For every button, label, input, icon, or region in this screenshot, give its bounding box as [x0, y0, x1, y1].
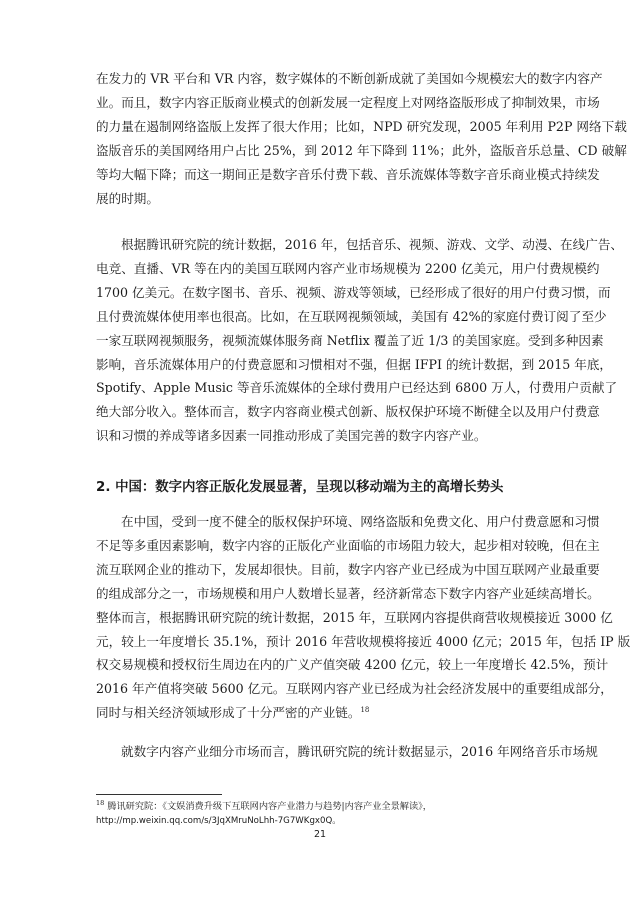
- text-line: 业。而且，数字内容正版商业模式的创新发展一定程度上对网络盗版形成了抑制效果，市场: [96, 94, 600, 110]
- text-line: 流互联网企业的推动下，发展却很快。目前，数字内容产业已经成为中国互联网产业最重要: [96, 561, 600, 577]
- paragraph-3: [96, 510, 631, 725]
- footnote-divider: [96, 794, 222, 795]
- section-heading: 2. 中国：数字内容正版化发展显著，呈现以移动端为主的高增长势头: [96, 480, 504, 495]
- footnote-mark: 18: [96, 798, 105, 807]
- text-line: 识和习惯的养成等诸多因素一同推动形成了美国完善的数字内容产业。: [96, 428, 487, 444]
- text-line: 绝大部分收入。整体而言，数字内容商业模式创新、版权保护环境不断健全以及用户付费意: [96, 404, 600, 420]
- text-line: 影响，音乐流媒体用户的付费意愿和习惯相对不强，但据 IFPI 的统计数据，到 2015 年底，: [96, 356, 613, 372]
- text-line: 一家互联网视频服务，视频流媒体服务商 Netflix 覆盖了近 1/3 的美国家庭。受到多种因素: [96, 332, 604, 348]
- text-line-content: 同时与相关经济领域形成了十分严密的产业链。: [96, 705, 361, 721]
- text-line: 等均大幅下降；而这一期间正是数字音乐付费下载、音乐流媒体等数字音乐商业模式持续发: [96, 166, 600, 182]
- footnote-line: [96, 800, 556, 814]
- text-line: 盗版音乐的美国网络用户占比 25%，到 2012 年下降到 11%；此外，盗版音乐总量、CD 破解: [96, 142, 627, 158]
- paragraph-1: [96, 67, 627, 210]
- text-line: 2016 年产值将突破 5600 亿元。互联网内容产业已经成为社会经济发展中的重要组成部分，: [96, 681, 613, 697]
- text-line: 根据腾讯研究院的统计数据，2016 年，包括音乐、视频、游戏、文学、动漫、在线广告、: [121, 237, 624, 252]
- text-line: 就数字内容产业细分市场而言，腾讯研究院的统计数据显示，2016 年网络音乐市场规: [121, 744, 598, 759]
- text-line: [96, 701, 545, 725]
- text-line: 在发力的 VR 平台和 VR 内容，数字媒体的不断创新成就了美国如今规模宏大的数字内容产: [96, 71, 603, 86]
- text-line: 的力量在遏制网络盗版上发挥了很大作用；比如，NPD 研究发现，2005 年利用 P2P 网络下载: [96, 118, 627, 134]
- text-line: 1700 亿美元。在数字图书、音乐、视频、游戏等领域，已经形成了很好的用户付费习惯，而: [96, 284, 611, 300]
- footnote: [96, 800, 556, 828]
- page-number: 21: [313, 829, 327, 840]
- text-line: 不足等多重因素影响，数字内容的正版化产业面临的市场阻力较大，起步相对较晚，但在主: [96, 537, 600, 553]
- text-line: 展的时期。: [96, 190, 159, 206]
- text-line: 整体而言，根据腾讯研究院的统计数据，2015 年，互联网内容提供商营收规模接近 3000 亿: [96, 609, 613, 625]
- paragraph-4: [96, 740, 598, 764]
- paragraph-2: [96, 233, 624, 448]
- footnote-reference[interactable]: 18: [360, 706, 370, 715]
- text-line: 电竞、直播、VR 等在内的美国互联网内容产业市场规模为 2200 亿美元，用户付费规模约: [96, 260, 600, 276]
- text-line: 的组成部分之一，市场规模和用户人数增长显著，经济新常态下数字内容产业延续高增长。: [96, 585, 600, 601]
- text-line: 且付费流媒体使用率也很高。比如，在互联网视频领域，美国有 42%的家庭付费订阅了至少: [96, 308, 607, 324]
- text-line: 权交易规模和授权衍生周边在内的广义产值突破 4200 亿元，较上一年度增长 42.5%，预计: [96, 657, 609, 673]
- text-line: 元，较上一年度增长 35.1%，预计 2016 年营收规模将接近 4000 亿元；2015 年，包括 IP 版: [96, 633, 631, 649]
- text-line: 在中国，受到一度不健全的版权保护环境、网络盗版和免费文化、用户付费意愿和习惯: [121, 514, 600, 529]
- text-line: Spotify、Apple Music 等音乐流媒体的全球付费用户已经达到 6800 万人，付费用户贡献了: [96, 380, 618, 396]
- footnote-url[interactable]: http://mp.weixin.qq.com/s/3JqXMruNoLhh-7G7WKgx0Q。: [96, 816, 341, 826]
- footnote-text: 腾讯研究院：《文娱消费升级下互联网内容产业潜力与趋势|内容产业全景解读》，: [107, 801, 432, 812]
